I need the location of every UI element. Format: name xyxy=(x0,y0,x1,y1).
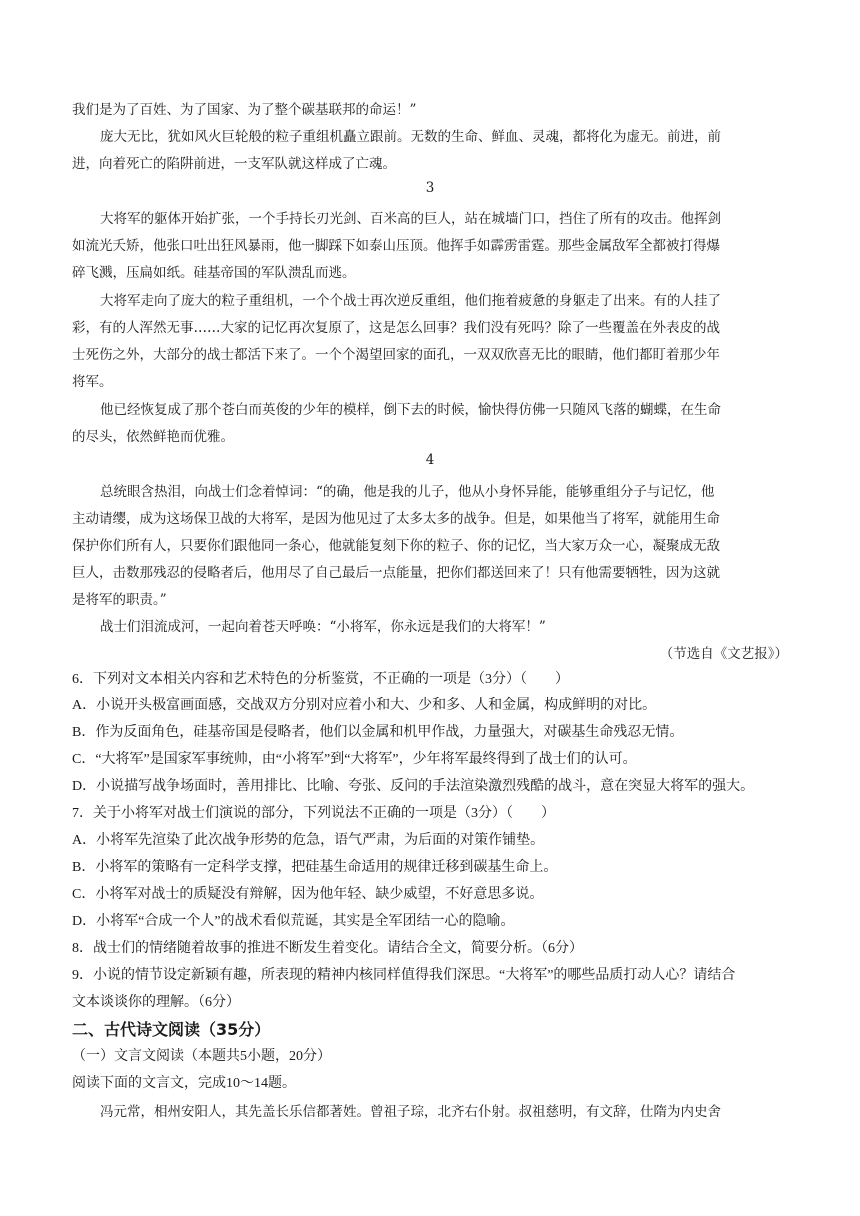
question-6-option-a: A．小说开头极富画面感，交战双方分别对应着小和大、少和多、人和金属，构成鲜明的对比。 xyxy=(72,698,657,713)
story-paragraph-line: 将军。 xyxy=(72,374,113,390)
section-number: 3 xyxy=(425,180,435,196)
story-paragraph-line: 巨人，击数那残忍的侵略者后，他用尽了自己最后一点能量，把你们都送回来了！只有他需要牺牲，因为这就 xyxy=(72,565,720,581)
source-citation: （节选自《文艺报》） xyxy=(659,646,788,662)
story-paragraph-line: 庞大无比，犹如风火巨轮般的粒子重组机矗立跟前。无数的生命、鲜血、灵魂，都将化为虚无。前进，前 xyxy=(100,129,721,145)
section-heading: 二、古代诗文阅读（35分） xyxy=(72,1020,271,1039)
story-paragraph-line: 大将军走向了庞大的粒子重组机，一个个战士再次逆反重组，他们拖着疲惫的身躯走了出来。有的人挂了 xyxy=(100,293,721,309)
story-paragraph-line: 如流光夭矫，他张口吐出狂风暴雨，他一脚踩下如泰山压顶。他挥手如霹雳雷霆。那些金属敌军全都被打得爆 xyxy=(72,238,720,254)
story-paragraph-line: 是将军的职责。” xyxy=(72,592,167,608)
story-paragraph-line: 他已经恢复成了那个苍白而英俊的少年的模样，倒下去的时候，愉快得仿佛一只随风飞落的蝴蝶，在生命 xyxy=(100,402,721,418)
question-9: 9．小说的情节设定新颖有趣，所表现的精神内核同样值得我们深思。“大将军”的哪些品质打动人心？请结合 xyxy=(72,968,736,983)
question-7: 7．关于小将军对战士们演说的部分，下列说法不正确的一项是（3分）（ ） xyxy=(72,806,555,821)
question-7-option-b: B．小将军的策略有一定科学支撑，把硅基生命适用的规律迁移到碳基生命上。 xyxy=(72,860,558,875)
story-paragraph-line: 进，向着死亡的陷阱前进，一支军队就这样成了亡魂。 xyxy=(72,156,396,172)
question-7-option-a: A．小将军先渲染了此次战争形势的危急，语气严肃，为后面的对策作铺垫。 xyxy=(72,833,545,848)
question-6: 6．下列对文本相关内容和艺术特色的分析鉴赏，不正确的一项是（3分）（ ） xyxy=(72,672,569,687)
story-paragraph-line: 总统眼含热泪，向战士们念着悼词：“的确，他是我的儿子，他从小身怀异能，能够重组分子与记忆，他 xyxy=(100,484,715,500)
question-6-option-c: C．“大将军”是国家军事统帅，由“小将军”到“大将军”，少年将军最终得到了战士们的认可。 xyxy=(72,752,637,767)
story-paragraph-line: 大将军的躯体开始扩张，一个手持长刃光剑、百米高的巨人，站在城墙门口，挡住了所有的攻击。他挥剑 xyxy=(100,211,721,227)
story-paragraph-line: 碎飞溅，压扁如纸。硅基帝国的军队溃乱而逃。 xyxy=(72,265,356,281)
story-paragraph-line: 我们是为了百姓、为了国家、为了整个碳基联邦的命运！” xyxy=(72,102,417,118)
story-paragraph-line: 主动请缨，成为这场保卫战的大将军，是因为他见过了太多太多的战争。但是，如果他当了将军，就能用生命 xyxy=(72,511,720,527)
classical-passage-line: 冯元常，相州安阳人，其先盖长乐信都著姓。曾祖子琮，北齐右仆射。叔祖慈明，有文辞，仕隋为内史舍 xyxy=(100,1104,721,1120)
question-6-option-d: D．小说描写战争场面时，善用排比、比喻、夸张、反问的手法渲染激烈残酷的战斗，意在突显大将军的强大。 xyxy=(72,779,755,794)
story-paragraph-line: 彩，有的人浑然无事……大家的记忆再次复原了，这是怎么回事？我们没有死吗？除了一些覆盖在外表皮的战 xyxy=(72,320,720,336)
story-paragraph-line: 战士们泪流成河，一起向着苍天呼唤：“小将军，你永远是我们的大将军！” xyxy=(100,619,546,635)
reading-instruction: 阅读下面的文言文，完成10～14题。 xyxy=(72,1076,296,1091)
question-8: 8．战士们的情绪随着故事的推进不断发生着变化。请结合全文，简要分析。（6分） xyxy=(72,941,583,956)
question-7-option-d: D．小将军“合成一个人”的战术看似荒诞，其实是全军团结一心的隐喻。 xyxy=(72,914,515,929)
story-paragraph-line: 的尽头，依然鲜艳而优雅。 xyxy=(72,429,234,445)
question-7-option-c: C．小将军对战士的质疑没有辩解，因为他年轻、缺少威望，不好意思多说。 xyxy=(72,887,544,902)
story-paragraph-line: 保护你们所有人，只要你们跟他同一条心，他就能复刻下你的粒子、你的记忆，当大家万众一心，凝聚成无敌 xyxy=(72,538,720,554)
section-number: 4 xyxy=(425,452,435,468)
question-6-option-b: B．作为反面角色，硅基帝国是侵略者，他们以金属和机甲作战，力量强大，对碳基生命残忍无情。 xyxy=(72,725,684,740)
story-paragraph-line: 士死伤之外，大部分的战士都活下来了。一个个渴望回家的面孔，一双双欣喜无比的眼睛，他们都盯着那少年 xyxy=(72,347,720,363)
question-9-continued: 文本谈谈你的理解。（6分） xyxy=(72,995,240,1010)
subsection-heading: （一）文言文阅读（本题共5小题，20分） xyxy=(72,1049,331,1064)
